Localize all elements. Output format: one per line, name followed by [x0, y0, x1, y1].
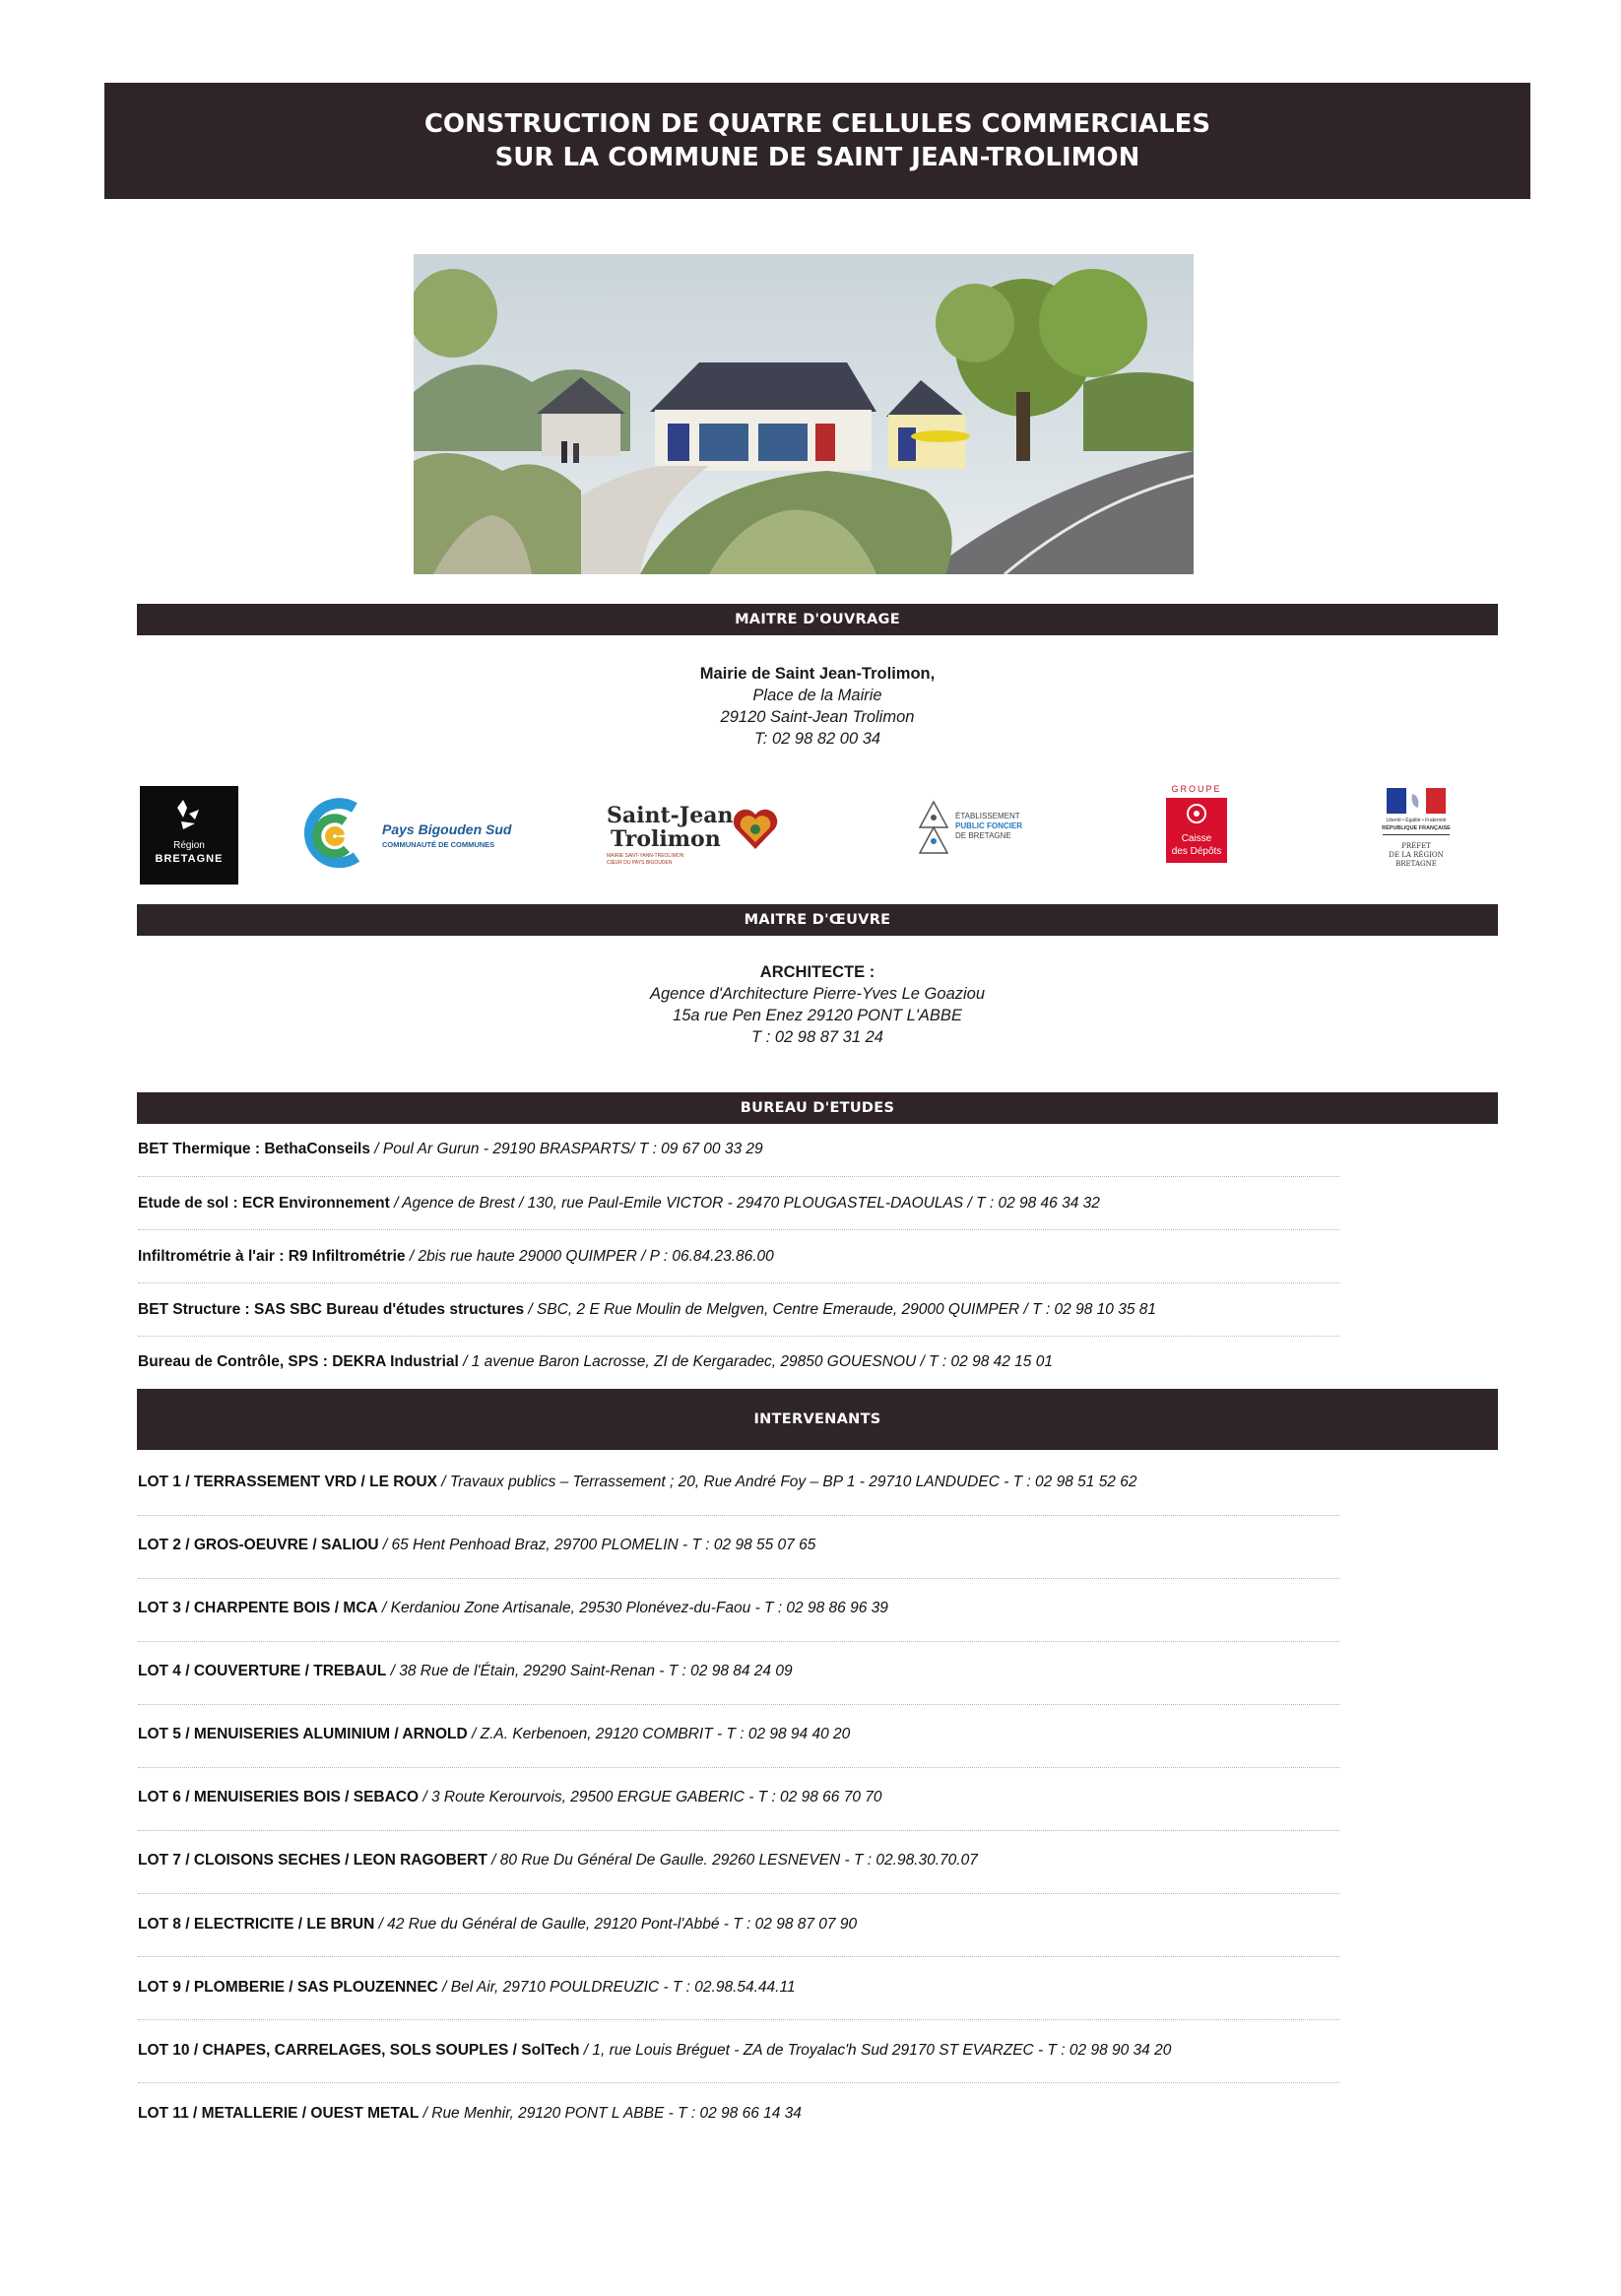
owner-street: Place de la Mairie [752, 687, 882, 704]
logo-epf-bretagne [916, 798, 1054, 867]
lot-detail: / 65 Hent Penhoad Braz, 29700 PLOMELIN - T : 02 98 55 07 65 [378, 1537, 816, 1553]
owner-city: 29120 Saint-Jean Trolimon [720, 708, 915, 726]
owner-block [423, 663, 1211, 750]
lot-detail: / 80 Rue Du Général De Gaulle. 29260 LESNEVEN - T : 02.98.30.70.07 [486, 1852, 978, 1869]
lot-label: LOT 5 / MENUISERIES ALUMINIUM / ARNOLD [138, 1726, 468, 1742]
cdc-emblem-icon [1166, 798, 1227, 831]
epf-line2: PUBLIC FONCIER [955, 821, 1022, 830]
lot-row [138, 1537, 815, 1554]
lot-row [138, 2042, 1171, 2060]
lot-label: LOT 7 / CLOISONS SECHES / LEON RAGOBERT [138, 1852, 487, 1869]
lot-label: LOT 10 / CHAPES, CARRELAGES, SOLS SOUPLES / SolTech [138, 2042, 580, 2059]
row-divider [138, 1893, 1339, 1894]
row-divider [138, 1176, 1339, 1177]
heart-emblem-icon [731, 805, 780, 854]
logo-region-bretagne [140, 786, 238, 885]
title-line-1: CONSTRUCTION DE QUATRE CELLULES COMMERCIALES [423, 109, 1211, 139]
commune-tag2: CŒUR DU PAYS BIGOUDEN [607, 860, 673, 866]
study-detail: / 2bis rue haute 29000 QUIMPER / P : 06.84.23.86.00 [405, 1248, 774, 1265]
epf-line1: ÉTABLISSEMENT [955, 812, 1020, 820]
pays-name: Pays Bigouden Sud [382, 821, 512, 837]
lot-detail: / 42 Rue du Général de Gaulle, 29120 Pont-l'Abbé - T : 02 98 87 07 90 [374, 1916, 858, 1933]
cdc-line2: des Dépôts [1171, 846, 1222, 857]
commune-tag1: MAIRIE SANT-YANN-TREOLIMON [607, 853, 684, 859]
row-divider [138, 2019, 1339, 2020]
lot-detail: / Z.A. Kerbenoen, 29120 COMBRIT - T : 02 98 94 40 20 [467, 1726, 851, 1742]
row-divider [138, 1336, 1339, 1337]
architect-role: ARCHITECTE : [759, 963, 875, 981]
lot-row [138, 1789, 881, 1806]
lot-label: LOT 1 / TERRASSEMENT VRD / LE ROUX [138, 1474, 437, 1490]
pays-sub: COMMUNAUTÉ DE COMMUNES [382, 840, 495, 849]
lot-label: LOT 3 / CHARPENTE BOIS / MCA [138, 1600, 378, 1616]
logo-saint-jean-trolimon [607, 801, 784, 880]
study-detail: / 1 avenue Baron Lacrosse, ZI de Kergaradec, 29850 GOUESNOU / T : 02 98 42 15 01 [458, 1353, 1053, 1370]
lot-label: LOT 6 / MENUISERIES BOIS / SEBACO [138, 1789, 420, 1805]
logo-pays-bigouden-sud [295, 796, 532, 875]
owner-name: Mairie de Saint Jean-Trolimon, [699, 665, 936, 683]
commune-line1: Saint-Jean [607, 803, 734, 828]
owner-phone: T: 02 98 82 00 34 [753, 730, 881, 748]
lot-row [138, 1979, 796, 1997]
study-row [138, 1195, 1100, 1213]
study-label: BET Thermique : BethaConseils [138, 1141, 370, 1157]
study-row [138, 1248, 774, 1266]
prefet-line2: DE LA RÉGION [1389, 851, 1444, 859]
row-divider [138, 1578, 1339, 1579]
lot-detail: / Travaux publics – Terrassement ; 20, Rue André Foy – BP 1 - 29710 LANDUDEC - T : 02 98 51 52 62 [437, 1474, 1137, 1490]
region-line1: Région [173, 840, 205, 851]
lot-row [138, 1474, 1136, 1491]
marianne-flag-icon [1387, 788, 1446, 818]
section-maitre-oeuvre: MAITRE D'ŒUVRE [137, 904, 1498, 936]
architect-block [423, 961, 1211, 1048]
architect-address: 15a rue Pen Enez 29120 PONT L'ABBE [673, 1007, 962, 1024]
prefet-motto: Liberté • Égalité • Fraternité [1386, 818, 1447, 823]
project-rendering [414, 254, 1194, 574]
cdc-red-block [1166, 798, 1227, 863]
study-detail: / SBC, 2 E Rue Moulin de Melgven, Centre Emeraude, 29000 QUIMPER / T : 02 98 10 35 81 [524, 1301, 1156, 1318]
section-intervenants: INTERVENANTS [137, 1389, 1498, 1450]
row-divider [138, 1641, 1339, 1642]
study-detail: / Agence de Brest / 130, rue Paul-Emile VICTOR - 29470 PLOUGASTEL-DAOULAS / T : 02 98 46 34 32 [389, 1195, 1100, 1212]
prefet-republic: RÉPUBLIQUE FRANÇAISE [1382, 825, 1451, 831]
lot-row [138, 1600, 888, 1617]
logo-caisse-des-depots [1162, 784, 1231, 883]
architect-agency: Agence d'Architecture Pierre-Yves Le Goaziou [649, 985, 986, 1003]
title-line-2: SUR LA COMMUNE DE SAINT JEAN-TROLIMON [494, 143, 1140, 172]
lot-row [138, 1852, 978, 1870]
lot-label: LOT 11 / METALLERIE / OUEST METAL [138, 2105, 420, 2122]
project-rendering-image [414, 254, 1194, 574]
study-row [138, 1301, 1156, 1319]
lot-detail: / Rue Menhir, 29120 PONT L ABBE - T : 02 98 66 14 34 [419, 2105, 802, 2122]
row-divider [138, 1830, 1339, 1831]
section-bureau-etudes: BUREAU D'ETUDES [137, 1092, 1498, 1124]
lot-detail: / 3 Route Kerourvois, 29500 ERGUE GABERIC - T : 02 98 66 70 70 [419, 1789, 882, 1805]
row-divider [138, 1767, 1339, 1768]
study-label: BET Structure : SAS SBC Bureau d'études structures [138, 1301, 525, 1318]
ermine-icon [140, 786, 238, 885]
lot-label: LOT 2 / GROS-OEUVRE / SALIOU [138, 1537, 379, 1553]
row-divider [138, 1229, 1339, 1230]
page-title [104, 83, 1530, 199]
row-divider [138, 2082, 1339, 2083]
lot-label: LOT 4 / COUVERTURE / TREBAUL [138, 1663, 387, 1679]
commune-line2: Trolimon [611, 826, 721, 852]
logo-prefet-bretagne [1369, 788, 1463, 886]
cdc-line1: Caisse [1181, 833, 1212, 844]
lot-label: LOT 9 / PLOMBERIE / SAS PLOUZENNEC [138, 1979, 438, 1996]
lot-detail: / 38 Rue de l'Étain, 29290 Saint-Renan - T : 02 98 84 24 09 [386, 1663, 793, 1679]
row-divider [138, 1956, 1339, 1957]
lot-detail: / Kerdaniou Zone Artisanale, 29530 Plonévez-du-Faou - T : 02 98 86 96 39 [377, 1600, 888, 1616]
lot-label: LOT 8 / ELECTRICITE / LE BRUN [138, 1916, 375, 1933]
region-line2: BRETAGNE [155, 853, 224, 865]
cdc-top: GROUPE [1171, 784, 1222, 794]
lot-detail: / 1, rue Louis Bréguet - ZA de Troyalac'h Sud 29170 ST EVARZEC - T : 02 98 90 34 20 [579, 2042, 1172, 2059]
study-row [138, 1141, 763, 1158]
row-divider [138, 1282, 1339, 1283]
epf-triangle-icon [916, 798, 951, 857]
prefet-line1: PRÉFET [1401, 842, 1431, 850]
study-label: Bureau de Contrôle, SPS : DEKRA Industrial [138, 1353, 459, 1370]
study-detail: / Poul Ar Gurun - 29190 BRASPARTS/ T : 09 67 00 33 29 [369, 1141, 763, 1157]
study-label: Infiltrométrie à l'air : R9 Infiltrométrie [138, 1248, 406, 1265]
study-row [138, 1353, 1053, 1371]
lot-row [138, 1663, 793, 1680]
prefet-divider [1383, 834, 1450, 835]
study-label: Etude de sol : ECR Environnement [138, 1195, 390, 1212]
lot-row [138, 1726, 850, 1743]
lot-row [138, 2105, 802, 2123]
architect-phone: T : 02 98 87 31 24 [751, 1028, 883, 1046]
prefet-line3: BRETAGNE [1395, 860, 1437, 868]
lot-detail: / Bel Air, 29710 POULDREUZIC - T : 02.98.54.44.11 [437, 1979, 796, 1996]
row-divider [138, 1515, 1339, 1516]
epf-line3: DE BRETAGNE [955, 831, 1011, 840]
section-maitre-ouvrage: MAITRE D'OUVRAGE [137, 604, 1498, 635]
row-divider [138, 1704, 1339, 1705]
lot-row [138, 1916, 857, 1934]
pays-bigouden-swirl-icon [295, 796, 364, 875]
